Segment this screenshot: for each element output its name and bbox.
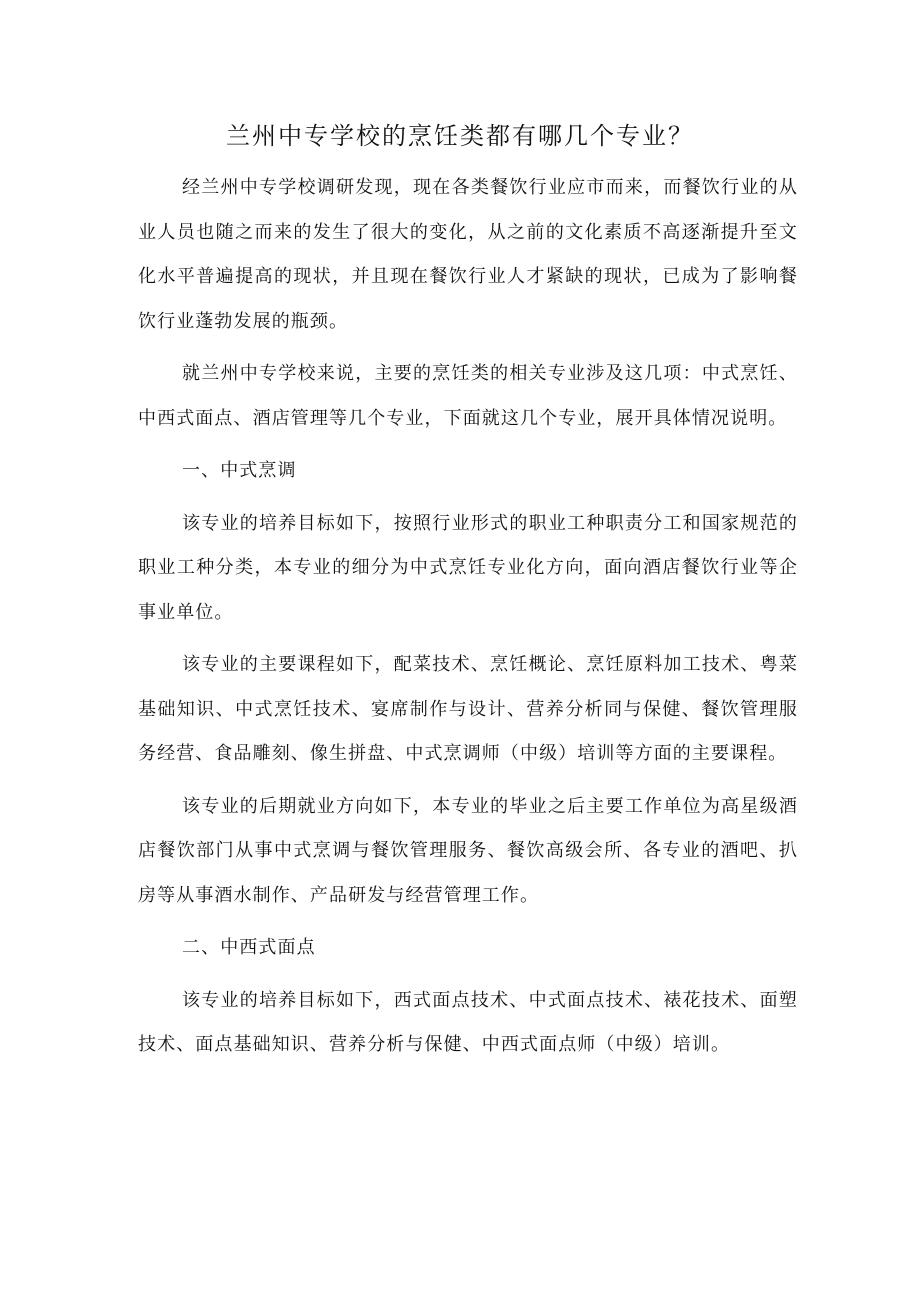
- paragraph-training-goal: 该专业的培养目标如下，按照行业形式的职业工种职责分工和国家规范的职业工种分类，本专业的细分为中式烹饪专业化方向，面向酒店餐饮行业等企事业单位。: [138, 512, 798, 623]
- paragraph-main-courses: 该专业的主要课程如下，配菜技术、烹饪概论、烹饪原料加工技术、粤菜基础知识、中式烹饪技术、宴席制作与设计、营养分析同与保健、餐饮管理服务经营、食品雕刻、像生拼盘、中式烹调师（中级）培训等方面的主要课程。: [138, 654, 798, 764]
- document-body: [138, 166, 798, 1076]
- paragraph-pastry-goal: 该专业的培养目标如下，西式面点技术、中式面点技术、裱花技术、面塑技术、面点基础知识、营养分析与保健、中西式面点师（中级）培训。: [138, 989, 798, 1055]
- section-heading-chinese-cooking: 一、中式烹调: [182, 460, 297, 481]
- paragraph-intro: 经兰州中专学校调研发现，现在各类餐饮行业应市而来，而餐饮行业的从业人员也随之而来的发生了很大的变化，从之前的文化素质不高逐渐提升至文化水平普遍提高的现状，并且现在餐饮行业人才紧缺的现状，已成为了影响餐饮行业蓬勃发展的瓶颈。: [138, 177, 798, 332]
- paragraph-overview: 就兰州中专学校来说，主要的烹饪类的相关专业涉及这几项：中式烹饪、中西式面点、酒店管理等几个专业，下面就这几个专业，展开具体情况说明。: [138, 363, 798, 429]
- paragraph-employment: 该专业的后期就业方向如下，本专业的毕业之后主要工作单位为高星级酒店餐饮部门从事中式烹调与餐饮管理服务、餐饮高级会所、各专业的酒吧、扒房等从事酒水制作、产品研发与经营管理工作。: [138, 795, 798, 906]
- section-heading-pastry: 二、中西式面点: [182, 937, 316, 958]
- document-title: 兰州中专学校的烹饪类都有哪几个专业？: [226, 122, 694, 150]
